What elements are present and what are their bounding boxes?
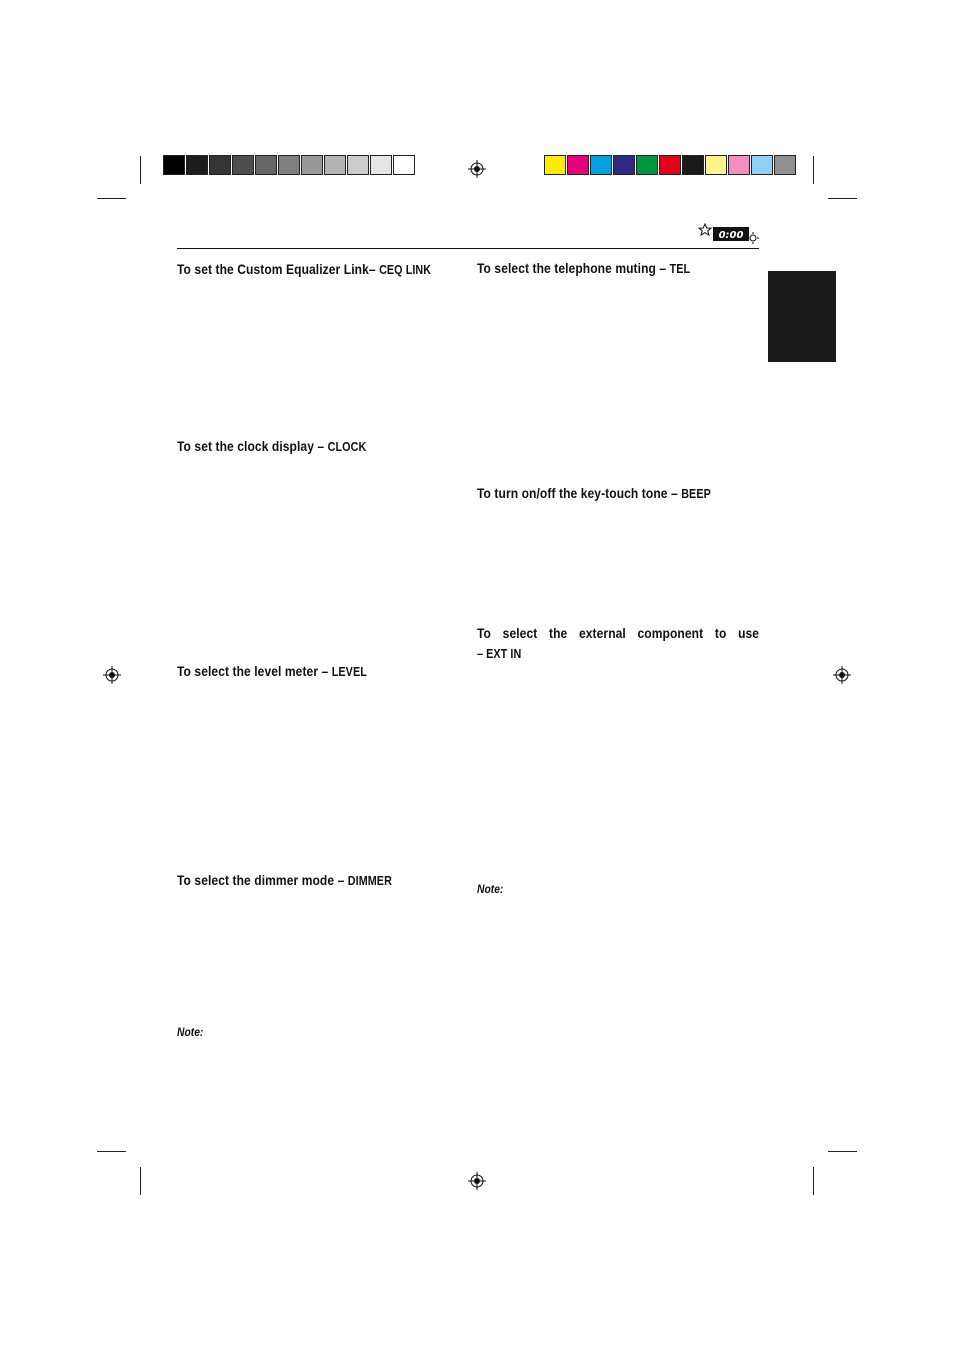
color-swatch [728,155,750,175]
gray-swatch [255,155,277,175]
heading-text: To select the telephone muting – [477,260,667,276]
process-color-bar [544,155,797,175]
color-swatch [544,155,566,175]
grayscale-color-bar [163,155,416,175]
gray-swatch [370,155,392,175]
crop-mark-bottom-left-v [140,1167,141,1195]
heading-ext-in-code [477,643,521,664]
heading-text: To select the level meter – [177,663,329,679]
registration-mark-icon [833,666,851,684]
registration-mark-icon [103,666,121,684]
color-swatch [774,155,796,175]
heading-text: To set the clock display – [177,438,325,454]
heading-ceq-link [177,259,431,280]
color-swatch [705,155,727,175]
crop-mark-top-right-v [813,156,814,184]
crop-mark-top-left-v [140,156,141,184]
heading-text: To select the dimmer mode – [177,872,345,888]
crop-mark-top-left-h [97,198,126,199]
color-swatch [682,155,704,175]
heading-code: BEEP [681,487,711,501]
gray-swatch [347,155,369,175]
heading-code: DIMMER [347,874,392,888]
heading-code: TEL [669,262,691,276]
heading-code: CLOCK [327,440,367,454]
registration-mark-icon [468,1172,486,1190]
color-swatch [567,155,589,175]
crop-mark-top-right-h [828,198,857,199]
crop-mark-bottom-left-h [97,1151,126,1152]
gray-swatch [186,155,208,175]
gray-swatch [301,155,323,175]
color-swatch [590,155,612,175]
heading-text: To set the Custom Equalizer Link– [177,261,376,277]
color-swatch [636,155,658,175]
language-tab-block [768,271,836,362]
header-rule [177,248,759,249]
gray-swatch [324,155,346,175]
gray-swatch [393,155,415,175]
gray-swatch [163,155,185,175]
clock-icon-text: 0:00 [718,230,744,241]
heading-text: To select the external component to use [477,625,760,641]
gray-swatch [209,155,231,175]
left-note-label: Note: [177,1025,204,1039]
color-swatch [751,155,773,175]
heading-beep [477,483,711,504]
heading-tel [477,258,690,279]
clock-display-icon [698,223,760,245]
color-swatch [613,155,635,175]
heading-ext-in [477,623,759,643]
right-note-label: Note: [477,882,504,896]
registration-mark-icon [468,160,486,178]
heading-code: LEVEL [331,665,367,679]
crop-mark-bottom-right-v [813,1167,814,1195]
gray-swatch [232,155,254,175]
color-swatch [659,155,681,175]
gray-swatch [278,155,300,175]
heading-level [177,661,367,682]
heading-dimmer [177,870,392,891]
heading-text: To turn on/off the key-touch tone – [477,485,678,501]
heading-clock [177,436,366,457]
crop-mark-bottom-right-h [828,1151,857,1152]
heading-code: CEQ LINK [379,263,432,277]
heading-code: – EXT IN [477,647,522,661]
